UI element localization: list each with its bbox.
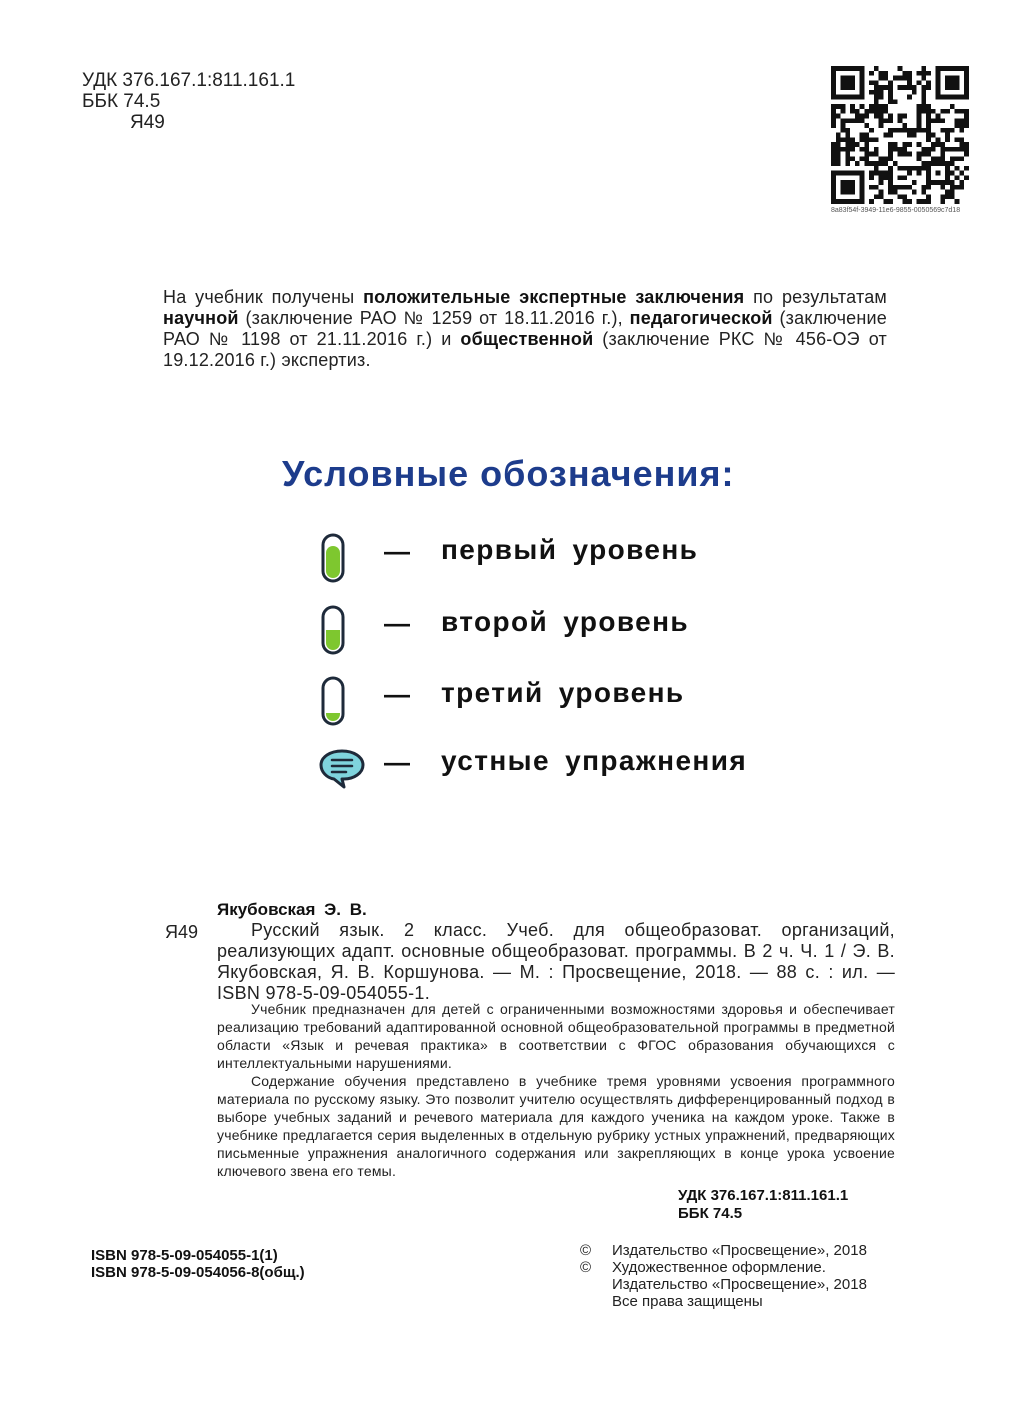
legend-dash: — — [384, 747, 410, 777]
legend-item-level-2 — [320, 604, 820, 654]
annotation — [217, 1000, 895, 1180]
expertise-text: (заключение РКС № 456-ОЭ от 19.12.2016 г.) экспертиз. — [163, 329, 887, 370]
legend-title: Условные обозначения: — [282, 453, 735, 494]
copyright-line: Издательство «Просвещение», 2018 — [612, 1276, 867, 1293]
legend-dash: — — [384, 679, 410, 709]
expertise-text: по результатам — [744, 287, 887, 307]
bbk-code: ББК 74.5 — [678, 1205, 743, 1222]
copyright-block — [580, 1242, 867, 1310]
expertise-bold: общественной — [460, 329, 594, 349]
copyright-line: Все права защищены — [612, 1293, 763, 1310]
legend-dash: — — [384, 536, 410, 566]
level-2-icon — [320, 604, 346, 656]
catalog-code: Я49 — [165, 922, 199, 942]
isbn-block — [91, 1247, 305, 1281]
qr-code — [831, 66, 969, 204]
copyright-icon: © — [580, 1259, 592, 1276]
expertise-text: (заключение РАО № 1259 от 18.11.2016 г.), — [238, 308, 630, 328]
qr-caption: 8a83f54f-3949-11e6-9855-0050569c7d18 — [831, 207, 961, 214]
speech-bubble-icon — [318, 747, 366, 791]
copyright-icon: © — [580, 1242, 592, 1259]
classification-block — [82, 70, 295, 133]
classification-bottom — [678, 1187, 848, 1223]
expertise-text: (заключение РАО № 1198 от 21.11.2016 г.) и — [163, 308, 887, 349]
annotation-paragraph: Содержание обучения представлено в учебнике тремя уровнями усвоения программного материала по русскому языку. Это позволит учителю осуществлять дифференцированный подход в выборе учебных заданий и речевого материала для каждого ученика на каждом уроке. Также в учебнике предлагается серия выделенных в отдельную рубрику устных упражнений, предваряющих письменные упражнения аналогичного содержания или закрепляющих в конце урока усвоение ключевого звена его темы. — [217, 1073, 895, 1179]
bbk-code: ББК 74.5 — [82, 91, 161, 112]
annotation-paragraph: Учебник предназначен для детей с ограниченными возможностями здоровья и обеспечивает реализацию требований адаптированной основной общеобразовательной программы в предметной области «Язык и речевая практика» в соответствии с ФГОС образования обучающихся с интеллектуальными нарушениями. — [217, 1001, 895, 1071]
level-3-icon — [320, 675, 346, 727]
legend-item-level-3 — [320, 675, 820, 725]
expertise-bold: научной — [163, 308, 239, 328]
udk-code: УДК 376.167.1:811.161.1 — [82, 70, 296, 91]
expertise-notice — [163, 287, 887, 371]
copyright-line: Художественное оформление. — [612, 1259, 826, 1276]
level-1-icon — [320, 532, 346, 584]
author-name: Якубовская Э. В. — [217, 900, 367, 919]
expertise-bold: педагогической — [629, 308, 773, 328]
bibliographic-entry: Русский язык. 2 класс. Учеб. для общеобразоват. организаций, реализующих адапт. основные общеобразоват. программы. В 2 ч. Ч. 1 / Э. В. Якубовская, Я. В. Коршунова. — М. : Просвещение, 2018. — 88 с. : ил. — ISBN 978-5-09-054055-1. — [217, 920, 895, 1003]
legend-item-level-1 — [320, 532, 820, 582]
expertise-text: На учебник получены — [163, 287, 364, 307]
legend-label: второй уровень — [441, 606, 690, 637]
legend-label: первый уровень — [441, 534, 699, 565]
isbn-line: ISBN 978-5-09-054056-8(общ.) — [91, 1264, 305, 1281]
legend-label: третий уровень — [441, 677, 685, 708]
copyright-line: Издательство «Просвещение», 2018 — [612, 1242, 867, 1259]
legend-label: устные упражнения — [441, 745, 748, 776]
author-mark: Я49 — [130, 112, 165, 133]
legend-item-oral — [320, 743, 820, 793]
legend-dash: — — [384, 608, 410, 638]
expertise-bold: положительные экспертные заключения — [363, 287, 745, 307]
udk-code: УДК 376.167.1:811.161.1 — [678, 1187, 849, 1204]
isbn-line: ISBN 978-5-09-054055-1(1) — [91, 1247, 278, 1264]
